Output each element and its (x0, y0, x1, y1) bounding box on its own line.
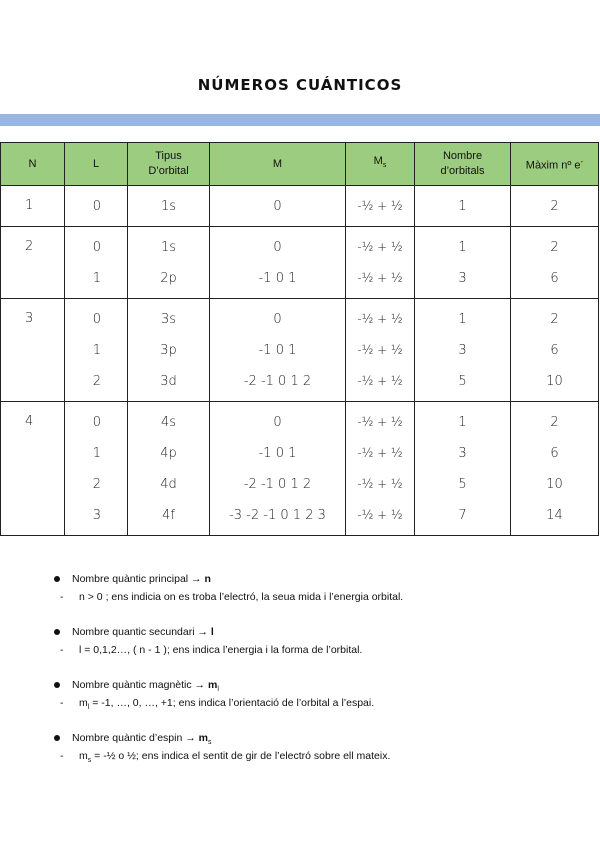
cell-m-value: 0 (273, 415, 282, 430)
note-item (0, 570, 600, 606)
cell-l-value: 2 (92, 374, 101, 389)
cell-ms-value: -½ + ½ (357, 374, 403, 388)
cell-max (511, 299, 599, 402)
page-title: NÚMEROS CUÁNTICOS (197, 76, 403, 94)
cell-l (65, 186, 128, 227)
cell-l-value: 3 (92, 508, 101, 523)
cell-l (65, 227, 128, 299)
cell-count-value: 1 (458, 312, 467, 327)
cell-count (415, 299, 511, 402)
note-detail: - $m_s$ = -½ o ½; ens indica el sentit de gir de l’electró sobre ell mateix. (0, 747, 600, 765)
cell-ms-value: -½ + ½ (357, 271, 403, 285)
cell-n (1, 402, 65, 536)
table-row (1, 402, 599, 536)
note-heading: Nombre quàntic principal → n (0, 570, 600, 588)
cell-orbital-value: 4f (162, 508, 175, 523)
cell-max (511, 186, 599, 227)
note-heading: Nombre quantic secundari → l (0, 623, 600, 641)
cell-max-value: 10 (546, 374, 563, 389)
shell-number: 4 (25, 414, 34, 429)
cell-l-value: 1 (92, 446, 101, 461)
cell-m-value: 0 (273, 199, 282, 214)
cell-count-value: 1 (458, 415, 467, 430)
cell-max-value: 6 (550, 343, 559, 358)
bullet-icon (54, 576, 60, 582)
cell-n (1, 186, 65, 227)
cell-max-value: 2 (550, 312, 559, 327)
header-n: N (1, 143, 65, 186)
cell-m (210, 227, 346, 299)
bullet-icon (54, 735, 60, 741)
cell-count-value: 3 (458, 271, 467, 286)
cell-m (210, 299, 346, 402)
cell-count-value: 1 (458, 240, 467, 255)
shell-number: 1 (25, 198, 34, 213)
cell-l-value: 1 (92, 271, 101, 286)
table-header-row (1, 143, 599, 186)
table-row (1, 227, 599, 299)
cell-count-value: 1 (458, 199, 467, 214)
cell-count-value: 5 (458, 374, 467, 389)
cell-max-value: 14 (546, 508, 563, 523)
cell-count-value: 3 (458, 446, 467, 461)
table-row (1, 186, 599, 227)
quantum-numbers-table (0, 142, 599, 536)
cell-orbital-value: 1s (160, 240, 177, 255)
cell-max (511, 402, 599, 536)
cell-max-value: 6 (550, 271, 559, 286)
cell-orbital (128, 402, 210, 536)
cell-orbital-value: 3d (160, 374, 177, 389)
cell-orbital-value: 1s (160, 199, 177, 214)
cell-m-value: 0 (273, 240, 282, 255)
cell-ms (346, 186, 415, 227)
cell-l-value: 0 (92, 199, 101, 214)
cell-ms-value: -½ + ½ (357, 343, 403, 357)
cell-ms-value: -½ + ½ (357, 446, 403, 460)
cell-m-value: -2 -1 0 1 2 (243, 374, 312, 389)
cell-max (511, 227, 599, 299)
bullet-icon (54, 629, 60, 635)
cell-orbital-value: 4p (160, 446, 177, 461)
cell-n (1, 227, 65, 299)
note-item (0, 676, 600, 712)
cell-orbital-value: 3s (160, 312, 177, 327)
cell-m (210, 186, 346, 227)
cell-m-value: -1 0 1 (258, 446, 297, 461)
header-ms: $M_s$ (346, 143, 415, 186)
cell-ms-value: -½ + ½ (357, 312, 403, 326)
header-maxim-electrons: Màxim nº e- (511, 143, 599, 186)
cell-m (210, 402, 346, 536)
bullet-icon (54, 682, 60, 688)
cell-orbital (128, 186, 210, 227)
cell-l-value: 1 (92, 343, 101, 358)
dash-marker: - (60, 644, 64, 656)
shell-number: 3 (25, 311, 34, 326)
cell-m-value: -1 0 1 (258, 343, 297, 358)
dash-marker: - (60, 750, 64, 762)
cell-max-value: 2 (550, 199, 559, 214)
cell-ms-value: -½ + ½ (357, 415, 403, 429)
cell-l-value: 0 (92, 415, 101, 430)
cell-max-value: 10 (546, 477, 563, 492)
cell-ms-value: -½ + ½ (357, 508, 403, 522)
table-row (1, 299, 599, 402)
header-nombre-orbitals: Nombre d’orbitals (415, 143, 511, 186)
cell-ms (346, 299, 415, 402)
note-heading: Nombre quàntic d’espin → $m_s$ (0, 729, 600, 747)
dash-marker: - (60, 697, 64, 709)
cell-count (415, 227, 511, 299)
cell-count-value: 7 (458, 508, 467, 523)
cell-max-value: 2 (550, 415, 559, 430)
note-detail: - $m_l = -1$, …, 0, …, +1; ens indica l’orientació de l’orbital a l’espai. (0, 694, 600, 712)
cell-l-value: 0 (92, 240, 101, 255)
cell-orbital-value: 4s (160, 415, 177, 430)
header-tipus-orbital: Tipus D’orbital (128, 143, 210, 186)
cell-count-value: 3 (458, 343, 467, 358)
note-heading: Nombre quàntic magnètic → $m_l$ (0, 676, 600, 694)
cell-orbital-value: 2p (160, 271, 177, 286)
cell-count (415, 402, 511, 536)
cell-orbital (128, 227, 210, 299)
cell-m-value: 0 (273, 312, 282, 327)
cell-ms (346, 402, 415, 536)
cell-l (65, 299, 128, 402)
note-detail: - n > 0 ; ens indicia on es troba l’electró, la seua mida i l’energia orbital. (0, 588, 600, 606)
cell-ms (346, 227, 415, 299)
note-item (0, 729, 600, 765)
header-l: L (65, 143, 128, 186)
header-m: M (210, 143, 346, 186)
cell-orbital-value: 4d (160, 477, 177, 492)
dash-marker: - (60, 591, 64, 603)
cell-count-value: 5 (458, 477, 467, 492)
cell-orbital (128, 299, 210, 402)
cell-l-value: 2 (92, 477, 101, 492)
cell-count (415, 186, 511, 227)
note-item (0, 623, 600, 659)
cell-ms-value: -½ + ½ (357, 477, 403, 491)
cell-max-value: 6 (550, 446, 559, 461)
cell-l-value: 0 (92, 312, 101, 327)
cell-ms-value: -½ + ½ (357, 240, 403, 254)
cell-m-value: -1 0 1 (258, 271, 297, 286)
title-band (0, 114, 600, 126)
cell-orbital-value: 3p (160, 343, 177, 358)
cell-m-value: -2 -1 0 1 2 (243, 477, 312, 492)
cell-l (65, 402, 128, 536)
cell-m-value: -3 -2 -1 0 1 2 3 (229, 508, 326, 523)
cell-ms-value: -½ + ½ (357, 199, 403, 213)
shell-number: 2 (25, 239, 34, 254)
note-detail: - l = 0,1,2…, ( n - 1 ); ens indica l’energia i la forma de l’orbital. (0, 641, 600, 659)
notes-section (0, 570, 600, 782)
cell-max-value: 2 (550, 240, 559, 255)
cell-n (1, 299, 65, 402)
